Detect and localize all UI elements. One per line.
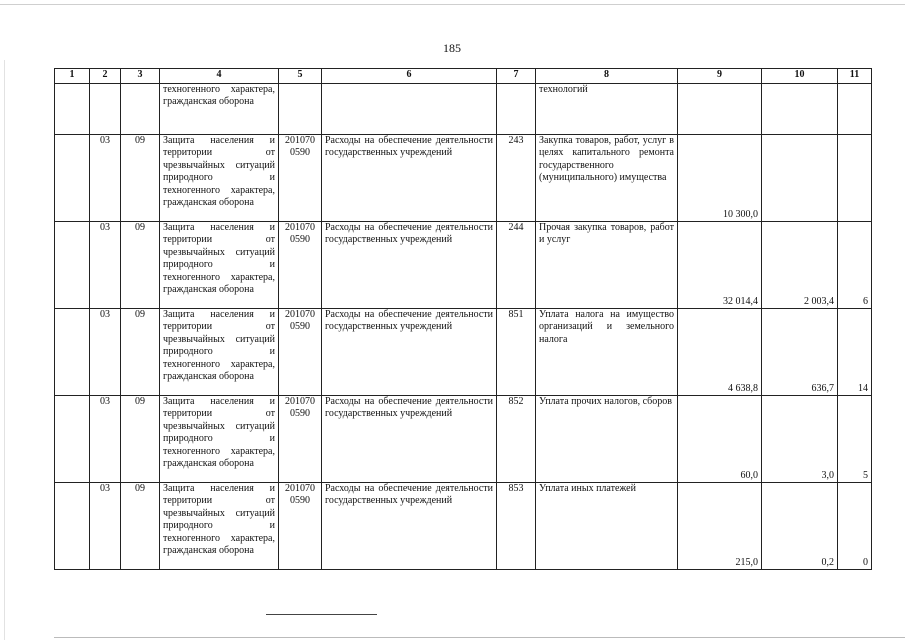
header-cell-8: 8 — [536, 69, 678, 84]
article-name-cell: Расходы на обеспечение деятельности государственных учреждений — [322, 309, 497, 396]
section-code-cell: 03 — [90, 396, 121, 483]
article-name-cell: Расходы на обеспечение деятельности государственных учреждений — [322, 483, 497, 570]
scan-bottom-edge — [54, 637, 905, 638]
amount-col10-cell: 2 003,4 — [762, 222, 838, 309]
amount-col10-cell — [762, 135, 838, 222]
expense-type-cell: Уплата прочих налогов, сборов — [536, 396, 678, 483]
section-name-cell: Защита населения и территории от чрезвычайных ситуаций природного и техногенного характера, гражданская оборона — [160, 396, 279, 483]
section-code-cell: 03 — [90, 483, 121, 570]
target-article-cell: 201070 0590 — [279, 396, 322, 483]
header-cell-2: 2 — [90, 69, 121, 84]
section-code-cell: 03 — [90, 309, 121, 396]
table-cell — [55, 309, 90, 396]
table-row — [55, 309, 872, 396]
header-row — [55, 69, 872, 84]
table-row — [55, 222, 872, 309]
target-article-cell: 201070 0590 — [279, 309, 322, 396]
header-cell-3: 3 — [121, 69, 160, 84]
expense-type-cell: Уплата иных платежей — [536, 483, 678, 570]
header-cell-9: 9 — [678, 69, 762, 84]
scan-top-edge — [0, 4, 905, 5]
amount-col11-cell: 0 — [838, 483, 872, 570]
section-name-cell: Защита населения и территории от чрезвычайных ситуаций природного и техногенного характера, гражданская оборона — [160, 135, 279, 222]
scan-left-edge — [4, 60, 5, 640]
amount-col9-cell: 4 638,8 — [678, 309, 762, 396]
table-cell — [322, 84, 497, 135]
table-cell — [497, 84, 536, 135]
expense-code-cell: 851 — [497, 309, 536, 396]
table-cell — [55, 135, 90, 222]
header-cell-10: 10 — [762, 69, 838, 84]
article-name-cell: Расходы на обеспечение деятельности государственных учреждений — [322, 396, 497, 483]
page-number: 185 — [443, 41, 461, 55]
table-cell — [279, 84, 322, 135]
expense-type-cell: Уплата налога на имущество организаций и земельного налога — [536, 309, 678, 396]
section-name-cell: Защита населения и территории от чрезвычайных ситуаций природного и техногенного характера, гражданская оборона — [160, 222, 279, 309]
table-cell — [55, 84, 90, 135]
subsection-code-cell: 09 — [121, 222, 160, 309]
budget-table — [54, 68, 872, 570]
header-cell-4: 4 — [160, 69, 279, 84]
amount-col9-cell: 215,0 — [678, 483, 762, 570]
section-code-cell: 03 — [90, 135, 121, 222]
amount-col9-cell: 32 014,4 — [678, 222, 762, 309]
section-name-cell: Защита населения и территории от чрезвычайных ситуаций природного и техногенного характера, гражданская оборона — [160, 483, 279, 570]
subsection-code-cell: 09 — [121, 483, 160, 570]
expense-type-cell: технологий — [536, 84, 678, 135]
section-name-cell: Защита населения и территории от чрезвычайных ситуаций природного и техногенного характера, гражданская оборона — [160, 309, 279, 396]
subsection-code-cell: 09 — [121, 309, 160, 396]
amount-col11-cell: 14 — [838, 309, 872, 396]
amount-col11-cell: 6 — [838, 222, 872, 309]
subsection-code-cell: 09 — [121, 135, 160, 222]
target-article-cell: 201070 0590 — [279, 483, 322, 570]
section-code-cell: 03 — [90, 222, 121, 309]
expense-code-cell: 243 — [497, 135, 536, 222]
footnote-separator — [266, 614, 377, 615]
continuation-row — [55, 84, 872, 135]
table-row — [55, 483, 872, 570]
header-cell-1: 1 — [55, 69, 90, 84]
table-row — [55, 135, 872, 222]
table-cell — [678, 84, 762, 135]
table-cell — [55, 483, 90, 570]
table-cell — [90, 84, 121, 135]
section-name-cell: техногенного характера, гражданская оборона — [160, 84, 279, 135]
target-article-cell: 201070 0590 — [279, 222, 322, 309]
amount-col11-cell — [838, 135, 872, 222]
amount-col9-cell: 60,0 — [678, 396, 762, 483]
header-cell-11: 11 — [838, 69, 872, 84]
expense-code-cell: 853 — [497, 483, 536, 570]
expense-type-cell: Прочая закупка товаров, работ и услуг — [536, 222, 678, 309]
table-cell — [838, 84, 872, 135]
amount-col10-cell: 636,7 — [762, 309, 838, 396]
header-cell-6: 6 — [322, 69, 497, 84]
amount-col9-cell: 10 300,0 — [678, 135, 762, 222]
article-name-cell: Расходы на обеспечение деятельности государственных учреждений — [322, 135, 497, 222]
expense-code-cell: 852 — [497, 396, 536, 483]
table-cell — [121, 84, 160, 135]
header-cell-5: 5 — [279, 69, 322, 84]
table-cell — [55, 222, 90, 309]
expense-code-cell: 244 — [497, 222, 536, 309]
table-cell — [55, 396, 90, 483]
amount-col11-cell: 5 — [838, 396, 872, 483]
amount-col10-cell: 3,0 — [762, 396, 838, 483]
amount-col10-cell: 0,2 — [762, 483, 838, 570]
target-article-cell: 201070 0590 — [279, 135, 322, 222]
table-cell — [762, 84, 838, 135]
header-cell-7: 7 — [497, 69, 536, 84]
article-name-cell: Расходы на обеспечение деятельности государственных учреждений — [322, 222, 497, 309]
subsection-code-cell: 09 — [121, 396, 160, 483]
expense-type-cell: Закупка товаров, работ, услуг в целях капитального ремонта государственного (муниципального) имущества — [536, 135, 678, 222]
table-row — [55, 396, 872, 483]
